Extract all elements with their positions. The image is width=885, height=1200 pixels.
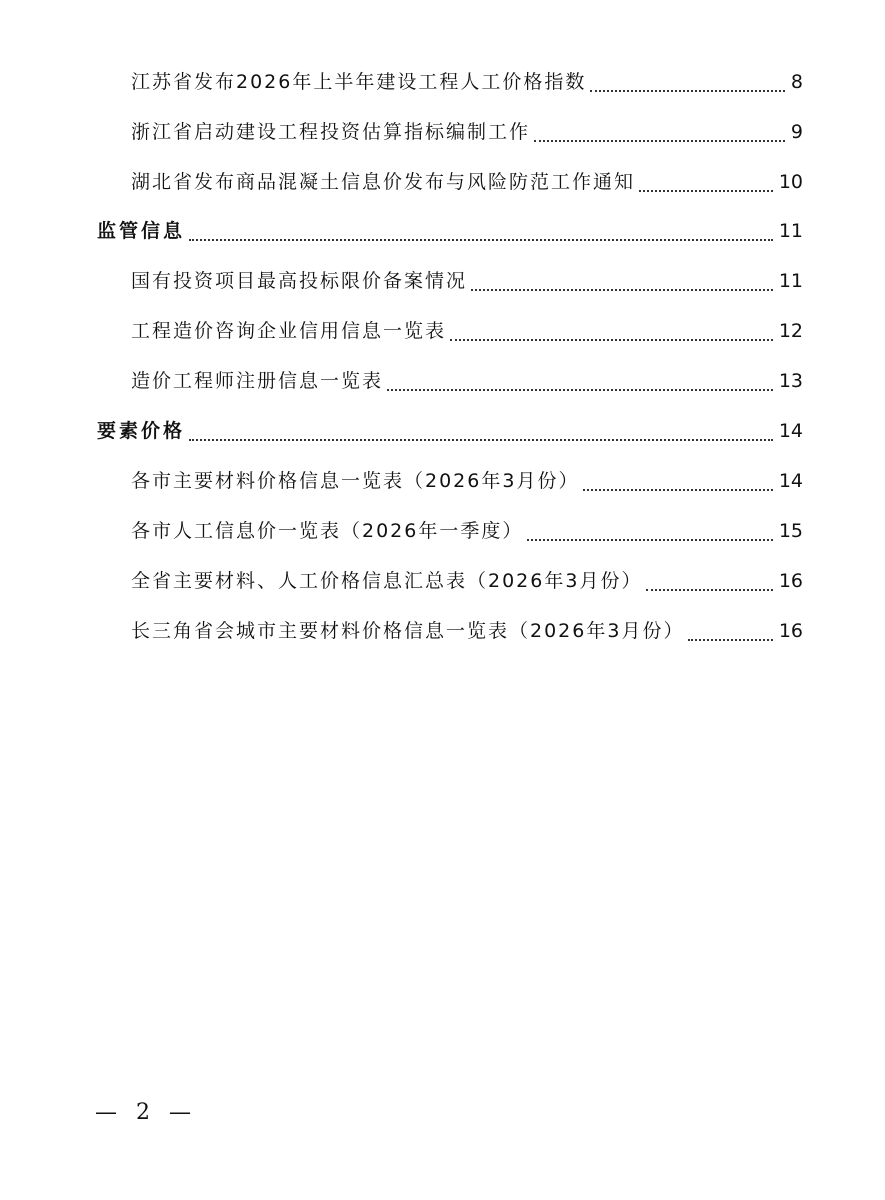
toc-entry-title: 全省主要材料、人工价格信息汇总表（2026年3月份）	[131, 570, 643, 592]
toc-entry-title: 江苏省发布2026年上半年建设工程人工价格指数	[131, 71, 587, 93]
toc-entry-page: 14	[778, 470, 803, 492]
toc-section-title: 监管信息	[97, 220, 186, 242]
toc-section-heading[interactable]	[97, 216, 803, 246]
toc-dot-leader	[590, 90, 785, 92]
toc-entry[interactable]	[131, 167, 803, 197]
toc-dot-leader	[189, 439, 773, 441]
toc-entry-title: 浙江省启动建设工程投资估算指标编制工作	[131, 121, 531, 143]
toc-dot-leader	[527, 539, 772, 541]
toc-entry[interactable]	[131, 316, 803, 346]
toc-dot-leader	[583, 489, 772, 491]
toc-entry-title: 各市主要材料价格信息一览表（2026年3月份）	[131, 470, 580, 492]
toc-dot-leader	[534, 140, 785, 142]
toc-entry-title: 造价工程师注册信息一览表	[131, 370, 384, 392]
toc-entry-title: 工程造价咨询企业信用信息一览表	[131, 320, 447, 342]
toc-dot-leader	[471, 289, 773, 291]
toc-entry[interactable]	[131, 366, 803, 396]
toc-entry[interactable]	[131, 516, 803, 546]
toc-entry[interactable]	[131, 566, 803, 596]
toc-entry-page: 12	[778, 320, 803, 342]
toc-section-title: 要素价格	[97, 420, 186, 442]
toc-entry[interactable]	[131, 266, 803, 296]
toc-entry-page: 9	[790, 121, 803, 143]
toc-entry-page: 11	[778, 270, 803, 292]
toc-entry-title: 各市人工信息价一览表（2026年一季度）	[131, 520, 524, 542]
toc-dot-leader	[450, 339, 773, 341]
toc-entry[interactable]	[131, 616, 803, 646]
toc-entry-page: 15	[778, 520, 803, 542]
toc-dot-leader	[189, 239, 773, 241]
toc-dot-leader	[688, 639, 772, 641]
toc-dot-leader	[387, 389, 773, 391]
toc-entry-page: 16	[778, 620, 803, 642]
toc-entry-title: 湖北省发布商品混凝土信息价发布与风险防范工作通知	[131, 171, 636, 193]
toc-entry[interactable]	[131, 117, 803, 147]
toc-section-heading[interactable]	[97, 416, 803, 446]
toc-entry-page: 10	[778, 171, 803, 193]
toc-dot-leader	[646, 589, 772, 591]
toc-entry-title: 国有投资项目最高投标限价备案情况	[131, 270, 468, 292]
toc-entry[interactable]	[131, 67, 803, 97]
page-number-footer: — 2 —	[95, 1100, 197, 1125]
toc-entry-page: 13	[778, 370, 803, 392]
toc-entry-page: 8	[790, 71, 803, 93]
toc-entry[interactable]	[131, 466, 803, 496]
toc-section-page: 11	[778, 220, 803, 242]
toc-entry-title: 长三角省会城市主要材料价格信息一览表（2026年3月份）	[131, 620, 685, 642]
toc-dot-leader	[639, 190, 773, 192]
toc-entry-page: 16	[778, 570, 803, 592]
toc-section-page: 14	[778, 420, 803, 442]
